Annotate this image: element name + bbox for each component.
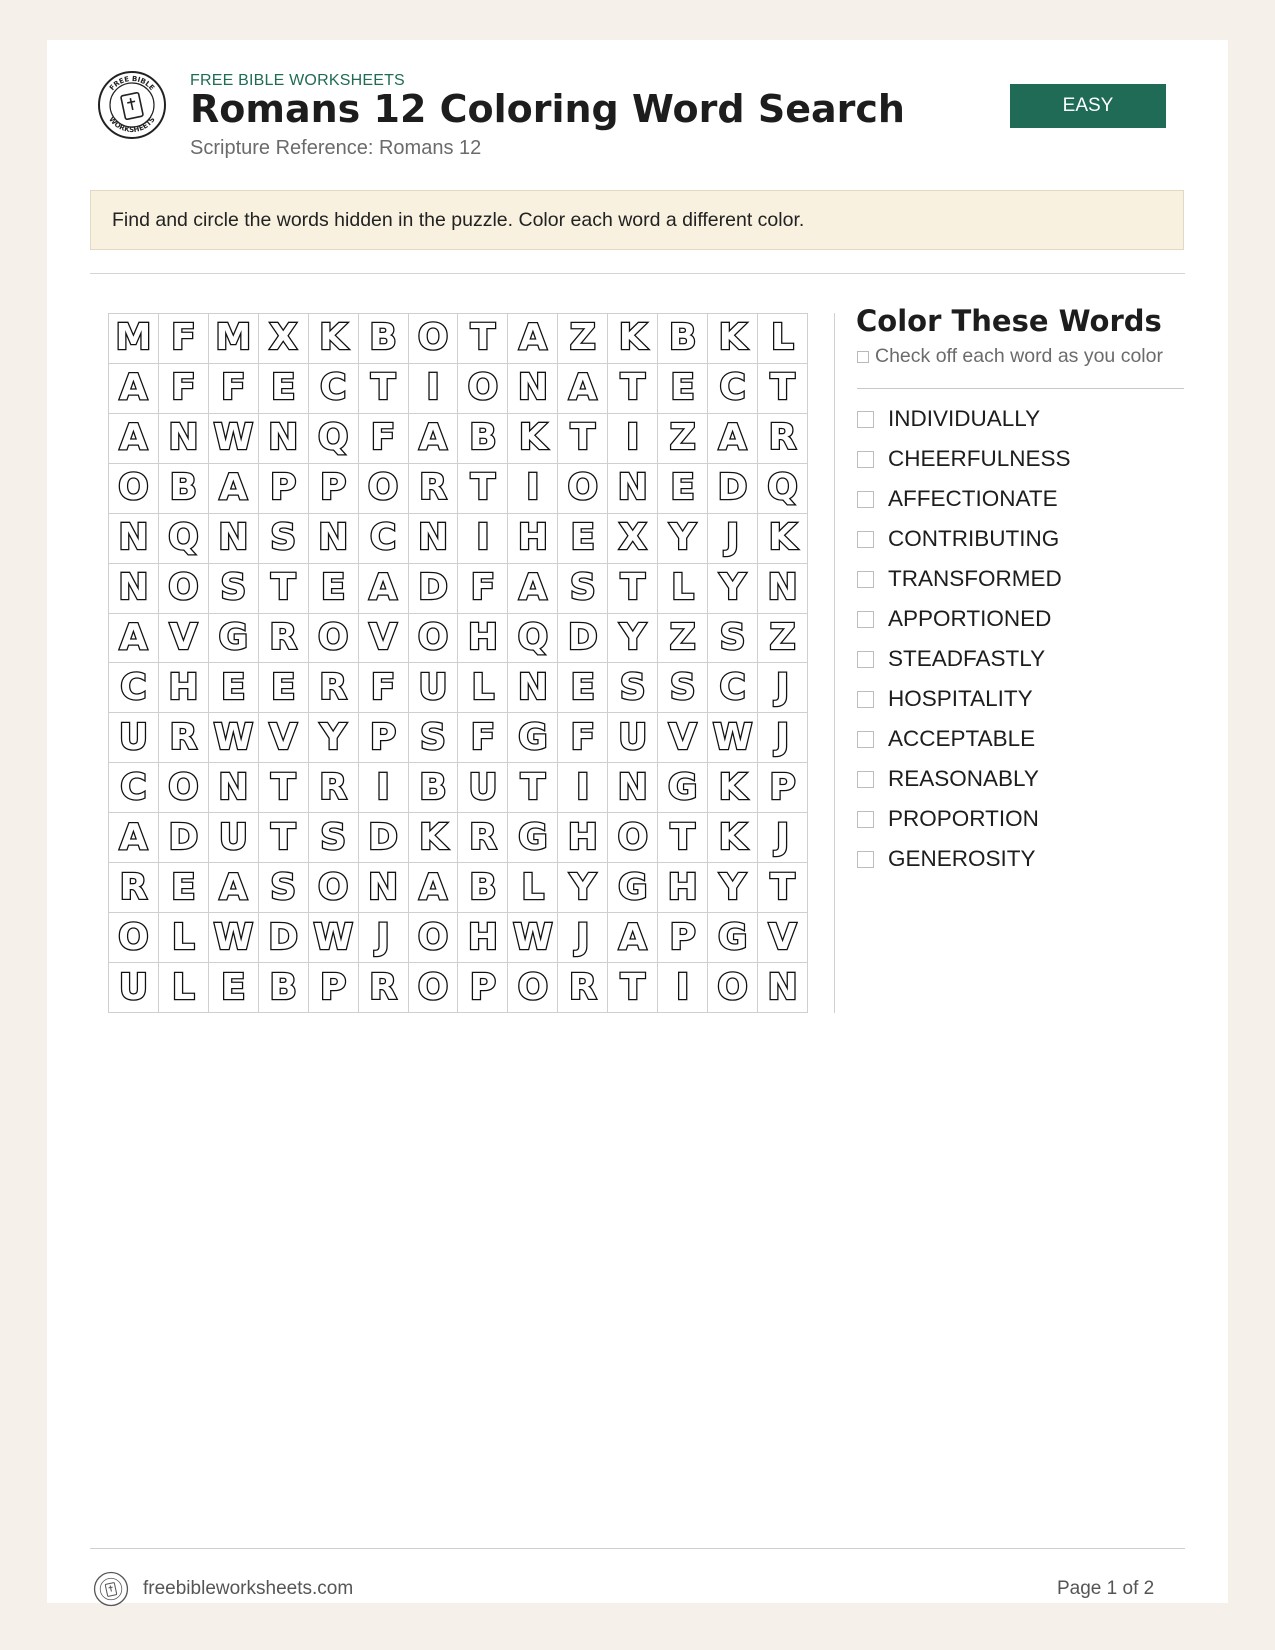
word-list-item[interactable] [857, 399, 1071, 439]
grid-cell[interactable]: A [558, 364, 608, 414]
grid-cell[interactable]: G [209, 614, 259, 664]
footer-divider [90, 1548, 1185, 1549]
grid-cell[interactable]: V [658, 713, 708, 763]
footer-logo-icon [93, 1571, 129, 1607]
grid-cell[interactable]: E [209, 663, 259, 713]
grid-cell[interactable]: P [458, 963, 508, 1013]
grid-cell[interactable]: F [359, 414, 409, 464]
grid-cell[interactable]: R [109, 863, 159, 913]
grid-cell[interactable]: E [209, 963, 259, 1013]
word-list-title: Color These Words [856, 304, 1162, 338]
grid-cell[interactable]: O [708, 963, 758, 1013]
grid-cell[interactable]: R [458, 813, 508, 863]
grid-cell[interactable]: D [259, 913, 309, 963]
checkbox-icon[interactable] [857, 691, 874, 708]
grid-cell[interactable]: V [359, 614, 409, 664]
checkbox-icon[interactable] [857, 851, 874, 868]
grid-cell[interactable]: I [409, 364, 459, 414]
grid-cell[interactable]: B [458, 414, 508, 464]
grid-cell[interactable]: Q [159, 514, 209, 564]
grid-cell[interactable]: T [259, 564, 309, 614]
grid-cell[interactable]: K [708, 813, 758, 863]
grid-cell[interactable]: O [558, 464, 608, 514]
word-list-item[interactable] [857, 639, 1071, 679]
word-label: HOSPITALITY [888, 686, 1033, 711]
grid-cell[interactable]: T [359, 364, 409, 414]
grid-cell[interactable]: E [259, 663, 309, 713]
grid-cell[interactable]: T [658, 813, 708, 863]
grid-cell[interactable]: B [458, 863, 508, 913]
grid-cell[interactable]: J [758, 663, 808, 713]
brand-name: FREE BIBLE WORKSHEETS [190, 72, 405, 89]
checkbox-icon[interactable] [857, 651, 874, 668]
grid-cell[interactable]: O [109, 464, 159, 514]
grid-cell[interactable]: A [708, 414, 758, 464]
grid-cell[interactable]: E [159, 863, 209, 913]
word-search-grid [108, 313, 808, 1013]
grid-cell[interactable]: S [259, 863, 309, 913]
grid-cell[interactable]: O [309, 863, 359, 913]
worksheet-page [47, 40, 1228, 1603]
grid-cell[interactable]: W [309, 913, 359, 963]
grid-cell[interactable]: F [359, 663, 409, 713]
word-list-item[interactable] [857, 559, 1071, 599]
instructions-text: Find and circle the words hidden in the puzzle. Color each word a different color. [112, 208, 805, 231]
grid-cell[interactable]: E [658, 464, 708, 514]
grid-cell[interactable]: F [159, 314, 209, 364]
grid-cell[interactable]: E [259, 364, 309, 414]
grid-cell[interactable]: N [359, 863, 409, 913]
grid-cell[interactable]: Y [708, 564, 758, 614]
checkbox-icon[interactable] [857, 571, 874, 588]
grid-cell[interactable]: K [608, 314, 658, 364]
word-label: PROPORTION [888, 806, 1039, 831]
grid-cell[interactable]: L [159, 913, 209, 963]
grid-cell[interactable]: T [608, 564, 658, 614]
grid-cell[interactable]: G [708, 913, 758, 963]
word-label: INDIVIDUALLY [888, 406, 1041, 431]
grid-cell[interactable]: A [608, 913, 658, 963]
grid-cell[interactable]: J [758, 713, 808, 763]
grid-cell[interactable]: K [708, 763, 758, 813]
grid-cell[interactable]: E [558, 514, 608, 564]
grid-cell[interactable]: W [508, 913, 558, 963]
grid-cell[interactable]: M [209, 314, 259, 364]
grid-cell[interactable]: I [558, 763, 608, 813]
word-list-item[interactable] [857, 839, 1071, 879]
grid-cell[interactable]: O [508, 963, 558, 1013]
grid-cell[interactable]: C [359, 514, 409, 564]
difficulty-badge: EASY [1010, 84, 1166, 128]
grid-cell[interactable]: D [558, 614, 608, 664]
grid-cell[interactable]: Q [758, 464, 808, 514]
grid-cell[interactable]: S [309, 813, 359, 863]
word-list-item[interactable] [857, 439, 1071, 479]
grid-cell[interactable]: H [508, 514, 558, 564]
grid-cell[interactable]: A [409, 863, 459, 913]
checkbox-icon[interactable] [857, 771, 874, 788]
grid-cell[interactable]: P [309, 464, 359, 514]
grid-cell[interactable]: B [159, 464, 209, 514]
grid-cell[interactable]: U [608, 713, 658, 763]
word-list-subtitle-text: Check off each word as you color [875, 345, 1163, 367]
grid-cell[interactable]: B [409, 763, 459, 813]
page-title: Romans 12 Coloring Word Search [190, 87, 905, 131]
grid-cell[interactable]: G [508, 813, 558, 863]
grid-cell[interactable]: B [658, 314, 708, 364]
grid-cell[interactable]: I [359, 763, 409, 813]
grid-cell[interactable]: A [109, 614, 159, 664]
grid-cell[interactable]: V [259, 713, 309, 763]
grid-cell[interactable]: O [359, 464, 409, 514]
grid-cell[interactable]: I [608, 414, 658, 464]
grid-cell[interactable]: K [309, 314, 359, 364]
grid-cell[interactable]: N [109, 514, 159, 564]
grid-cell[interactable]: G [658, 763, 708, 813]
grid-cell[interactable]: E [658, 364, 708, 414]
grid-cell[interactable]: T [259, 763, 309, 813]
word-list-item[interactable] [857, 799, 1071, 839]
grid-cell[interactable]: W [209, 414, 259, 464]
grid-cell[interactable]: X [259, 314, 309, 364]
logo-text-top: FREE BIBLE [108, 74, 156, 93]
grid-cell[interactable]: X [608, 514, 658, 564]
grid-cell[interactable]: L [159, 963, 209, 1013]
vertical-divider [834, 313, 835, 1013]
grid-cell[interactable]: R [309, 763, 359, 813]
grid-cell[interactable]: T [608, 364, 658, 414]
grid-cell[interactable]: D [409, 564, 459, 614]
grid-cell[interactable]: U [109, 713, 159, 763]
grid-cell[interactable]: A [209, 464, 259, 514]
grid-cell[interactable]: N [109, 564, 159, 614]
grid-cell[interactable]: R [159, 713, 209, 763]
grid-cell[interactable]: R [558, 963, 608, 1013]
grid-cell[interactable]: E [309, 564, 359, 614]
grid-cell[interactable]: S [259, 514, 309, 564]
grid-cell[interactable]: R [359, 963, 409, 1013]
word-list-item[interactable] [857, 679, 1071, 719]
grid-cell[interactable]: A [109, 414, 159, 464]
grid-cell[interactable]: L [508, 863, 558, 913]
grid-cell[interactable]: U [209, 813, 259, 863]
checkbox-icon[interactable] [857, 451, 874, 468]
word-label: CONTRIBUTING [888, 526, 1060, 551]
grid-cell[interactable]: H [458, 913, 508, 963]
word-list-item[interactable] [857, 479, 1071, 519]
divider [857, 388, 1184, 389]
instructions-box [90, 190, 1184, 250]
grid-cell[interactable]: J [359, 913, 409, 963]
grid-cell[interactable]: A [109, 364, 159, 414]
grid-cell[interactable]: H [159, 663, 209, 713]
grid-cell[interactable]: V [758, 913, 808, 963]
grid-cell[interactable]: Q [508, 614, 558, 664]
grid-cell[interactable]: O [159, 564, 209, 614]
grid-cell[interactable]: N [259, 414, 309, 464]
grid-cell[interactable]: J [758, 813, 808, 863]
grid-cell[interactable]: N [209, 514, 259, 564]
grid-cell[interactable]: Q [309, 414, 359, 464]
grid-cell[interactable]: F [458, 713, 508, 763]
grid-cell[interactable]: S [708, 614, 758, 664]
grid-cell[interactable]: A [508, 564, 558, 614]
grid-cell[interactable]: F [458, 564, 508, 614]
grid-cell[interactable]: G [508, 713, 558, 763]
divider [90, 273, 1185, 274]
grid-cell[interactable]: U [409, 663, 459, 713]
grid-cell[interactable]: N [508, 663, 558, 713]
word-label: APPORTIONED [888, 606, 1052, 631]
grid-cell[interactable]: P [359, 713, 409, 763]
word-list-item[interactable] [857, 719, 1071, 759]
grid-cell[interactable]: D [708, 464, 758, 514]
grid-cell[interactable]: E [558, 663, 608, 713]
grid-cell[interactable]: N [758, 564, 808, 614]
grid-cell[interactable]: B [259, 963, 309, 1013]
grid-cell[interactable]: T [608, 963, 658, 1013]
grid-cell[interactable]: N [758, 963, 808, 1013]
word-list-item[interactable] [857, 519, 1071, 559]
grid-cell[interactable]: I [658, 963, 708, 1013]
grid-cell[interactable]: G [608, 863, 658, 913]
word-list-item[interactable] [857, 759, 1071, 799]
grid-cell[interactable]: Y [658, 514, 708, 564]
grid-cell[interactable]: C [109, 763, 159, 813]
grid-cell[interactable]: O [608, 813, 658, 863]
grid-cell[interactable]: R [259, 614, 309, 664]
grid-cell[interactable]: M [109, 314, 159, 364]
grid-cell[interactable]: F [159, 364, 209, 414]
grid-cell[interactable]: W [708, 713, 758, 763]
grid-cell[interactable]: A [209, 863, 259, 913]
word-list-subtitle [857, 345, 1163, 368]
grid-cell[interactable]: A [409, 414, 459, 464]
grid-cell[interactable]: T [458, 314, 508, 364]
grid-cell[interactable]: L [658, 564, 708, 614]
grid-cell[interactable]: S [658, 663, 708, 713]
grid-cell[interactable]: S [209, 564, 259, 614]
grid-cell[interactable]: Y [708, 863, 758, 913]
grid-cell[interactable]: S [409, 713, 459, 763]
grid-cell[interactable]: A [109, 813, 159, 863]
word-label: CHEERFULNESS [888, 446, 1071, 471]
grid-cell[interactable]: T [558, 414, 608, 464]
grid-cell[interactable]: C [309, 364, 359, 414]
grid-cell[interactable]: P [758, 763, 808, 813]
grid-cell[interactable]: N [209, 763, 259, 813]
checkbox-icon[interactable] [857, 411, 874, 428]
checkbox-icon [857, 351, 869, 363]
grid-cell[interactable]: I [508, 464, 558, 514]
word-label: AFFECTIONATE [888, 486, 1058, 511]
grid-cell[interactable]: D [159, 813, 209, 863]
grid-cell[interactable]: L [758, 314, 808, 364]
page-number: Page 1 of 2 [1057, 1578, 1155, 1599]
grid-cell[interactable]: N [309, 514, 359, 564]
word-label: TRANSFORMED [888, 566, 1062, 591]
grid-cell[interactable]: K [758, 514, 808, 564]
checkbox-icon[interactable] [857, 611, 874, 628]
grid-cell[interactable]: Z [658, 614, 708, 664]
grid-cell[interactable]: T [508, 763, 558, 813]
grid-cell[interactable]: W [209, 913, 259, 963]
checkbox-icon[interactable] [857, 491, 874, 508]
grid-cell[interactable]: C [708, 364, 758, 414]
grid-cell[interactable]: I [458, 514, 508, 564]
logo-text-bottom: WORKSHEETS [107, 115, 157, 135]
grid-cell[interactable]: O [458, 364, 508, 414]
grid-cell[interactable]: F [558, 713, 608, 763]
grid-cell[interactable]: D [359, 813, 409, 863]
grid-cell[interactable]: R [309, 663, 359, 713]
checkbox-icon[interactable] [857, 731, 874, 748]
grid-cell[interactable]: K [508, 414, 558, 464]
grid-cell[interactable]: H [658, 863, 708, 913]
grid-cell[interactable]: Y [608, 614, 658, 664]
grid-cell[interactable]: J [708, 514, 758, 564]
grid-cell[interactable]: P [259, 464, 309, 514]
logo-icon [97, 70, 167, 140]
grid-cell[interactable]: P [309, 963, 359, 1013]
grid-cell[interactable]: S [608, 663, 658, 713]
checkbox-icon[interactable] [857, 531, 874, 548]
grid-cell[interactable]: C [708, 663, 758, 713]
grid-cell[interactable]: N [608, 464, 658, 514]
scripture-reference: Scripture Reference: Romans 12 [190, 137, 482, 159]
grid-cell[interactable]: U [109, 963, 159, 1013]
grid-cell[interactable]: P [658, 913, 708, 963]
grid-cell[interactable]: N [159, 414, 209, 464]
word-list-item[interactable] [857, 599, 1071, 639]
word-label: ACCEPTABLE [888, 726, 1036, 751]
grid-cell[interactable]: R [758, 414, 808, 464]
word-label: STEADFASTLY [888, 646, 1046, 671]
grid-cell[interactable]: T [758, 364, 808, 414]
word-label: REASONABLY [888, 766, 1039, 791]
grid-cell[interactable]: J [558, 913, 608, 963]
grid-cell[interactable]: K [708, 314, 758, 364]
grid-cell[interactable]: A [359, 564, 409, 614]
grid-cell[interactable]: N [409, 514, 459, 564]
grid-cell[interactable]: Y [309, 713, 359, 763]
checkbox-icon[interactable] [857, 811, 874, 828]
grid-cell[interactable]: N [608, 763, 658, 813]
grid-cell[interactable]: O [109, 913, 159, 963]
grid-cell[interactable]: F [209, 364, 259, 414]
grid-cell[interactable]: L [458, 663, 508, 713]
grid-cell[interactable]: H [458, 614, 508, 664]
grid-cell[interactable]: T [458, 464, 508, 514]
grid-cell[interactable]: O [309, 614, 359, 664]
footer-website[interactable]: freebibleworksheets.com [143, 1578, 354, 1599]
word-label: GENEROSITY [888, 846, 1036, 871]
grid-cell[interactable]: U [458, 763, 508, 813]
grid-cell[interactable]: N [508, 364, 558, 414]
grid-cell[interactable]: V [159, 614, 209, 664]
grid-cell[interactable]: K [409, 813, 459, 863]
grid-cell[interactable]: O [409, 314, 459, 364]
grid-cell[interactable]: Z [558, 314, 608, 364]
grid-cell[interactable]: Z [758, 614, 808, 664]
grid-cell[interactable]: C [109, 663, 159, 713]
grid-cell[interactable]: R [409, 464, 459, 514]
grid-cell[interactable]: S [558, 564, 608, 614]
word-list [857, 399, 1071, 879]
grid-cell[interactable]: W [209, 713, 259, 763]
grid-cell[interactable]: O [409, 963, 459, 1013]
grid-cell[interactable]: O [409, 913, 459, 963]
grid-cell[interactable]: A [508, 314, 558, 364]
grid-cell[interactable]: Y [558, 863, 608, 913]
grid-cell[interactable]: H [558, 813, 608, 863]
grid-cell[interactable]: Z [658, 414, 708, 464]
grid-cell[interactable]: T [758, 863, 808, 913]
grid-cell[interactable]: B [359, 314, 409, 364]
grid-cell[interactable]: T [259, 813, 309, 863]
grid-cell[interactable]: O [159, 763, 209, 813]
grid-cell[interactable]: O [409, 614, 459, 664]
